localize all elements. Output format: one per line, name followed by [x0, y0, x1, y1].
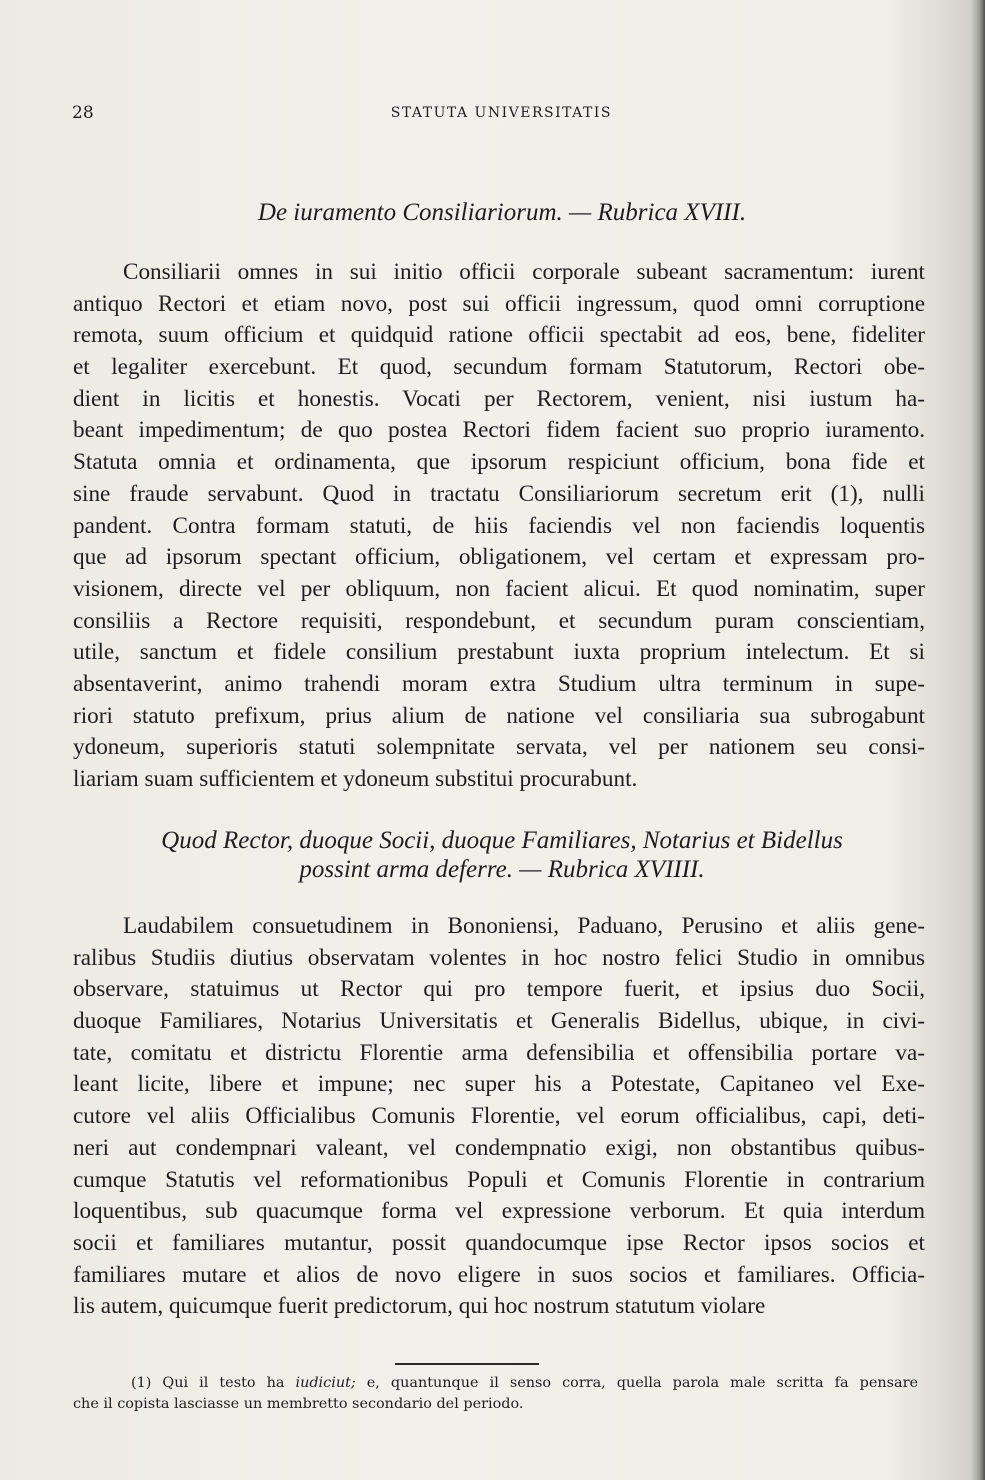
text-line: beant impedimentum; de quo postea Rectori fidem facient suo proprio iuramento.	[73, 417, 925, 444]
text-line: visionem, directe vel per obliquum, non facient alicui. Et quod nominatim, super	[73, 575, 925, 602]
text-line: neri aut condempnari valeant, vel condempnatio exigi, non obstantibus quibus-	[73, 1134, 925, 1161]
running-header	[72, 103, 932, 129]
text-line: leant licite, libere et impune; nec super his a Potestate, Capitaneo vel Exe-	[73, 1071, 925, 1098]
footnote	[73, 1373, 918, 1415]
footnote-line	[73, 1373, 918, 1394]
text-line: Statuta omnia et ordinamenta, que ipsorum respiciunt officium, bona fide et	[73, 449, 925, 476]
text-line: lis autem, quicumque fuerit predictorum, qui hoc nostrum statutum violare	[73, 1293, 766, 1320]
paragraph-consiliarii	[73, 257, 925, 796]
text-line: antiquo Rectori et etiam novo, post sui officii ingressum, quod omni corruptione	[73, 290, 925, 317]
text-line: ydoneum, superioris statuti solempnitate servata, vel per nationem seu consi-	[73, 734, 925, 761]
text-line: absentaverint, animo trahendi moram extra Studium ultra terminum in supe-	[73, 670, 925, 697]
text-line: socii et familiares mutantur, possit quandocumque ipse Rector ipsos socios et	[73, 1229, 925, 1256]
text-line: Laudabilem consuetudinem in Bononiensi, Paduano, Perusino et aliis gene-	[123, 913, 925, 939]
text-line: consiliis a Rectore requisiti, respondebunt, et secundum puram conscientiam,	[73, 607, 925, 634]
text-line: ralibus Studiis diutius observatam volentes in hoc nostro felici Studio in omnibus	[73, 944, 925, 971]
text-line: cutore vel aliis Officialibus Comunis Florentie, vel eorum officialibus, capi, deti-	[73, 1103, 925, 1130]
footnote-text: e, quantunque il senso corra, quella parola male scritta fa pensare	[366, 1375, 918, 1391]
rubric-line: possint arma deferre. — Rubrica XVIIII.	[299, 856, 705, 883]
footnote-marker: (1) Qui il testo ha	[131, 1375, 285, 1391]
footnote-italic-word: iudiciut;	[295, 1375, 356, 1391]
text-line: sine fraude servabunt. Quod in tractatu Consiliariorum secretum erit (1), nulli	[73, 480, 925, 507]
text-line: loquentibus, sub quacumque forma vel expressione verborum. Et quia interdum	[73, 1198, 925, 1225]
rubric-heading-xviiii	[72, 826, 932, 884]
text-line: observare, statuimus ut Rector qui pro tempore fuerit, et ipsius duo Socii,	[73, 976, 925, 1003]
text-line: dient in licitis et honestis. Vocati per Rectorem, venient, nisi iustum ha-	[73, 385, 925, 412]
rubric-line: De iuramento Consiliariorum. — Rubrica XVIII.	[257, 199, 747, 226]
text-line: liariam suam sufficientem et ydoneum substitui procurabunt.	[73, 766, 638, 792]
footnote-divider	[395, 1363, 539, 1365]
text-line: et legaliter exercebunt. Et quod, secundum formam Statutorum, Rectori obe-	[73, 354, 925, 381]
text-line: remota, suum officium et quidquid ratione officii spectabit ad eos, bene, fideliter	[73, 322, 925, 349]
text-line: utile, sanctum et fidele consilium prestabunt iuxta proprium intelectum. Et si	[73, 639, 925, 666]
rubric-heading-xviii	[72, 198, 932, 227]
text-line: riori statuto prefixum, prius alium de natione vel consiliaria sua subrogabunt	[73, 702, 925, 729]
text-line: duoque Familiares, Notarius Universitatis et Generalis Bidellus, ubique, in civi-	[73, 1008, 925, 1035]
book-gutter-shadow	[971, 0, 985, 1480]
text-line: tate, comitatu et districtu Florentie arma defensibilia et offensibilia portare va-	[73, 1039, 925, 1066]
text-line: Consiliarii omnes in sui initio officii corporale subeant sacramentum: iurent	[123, 259, 925, 285]
page-number: 28	[72, 103, 94, 123]
footnote-line: che il copista lasciasse un membretto secondario del periodo.	[73, 1396, 524, 1412]
paragraph-laudabilem	[73, 911, 925, 1323]
text-line: pandent. Contra formam statuti, de hiis faciendis vel non faciendis loquentis	[73, 512, 925, 539]
rubric-line: Quod Rector, duoque Socii, duoque Familiares, Notarius et Bidellus	[161, 827, 843, 854]
text-line: cumque Statutis vel reformationibus Populi et Comunis Florentie in contrarium	[73, 1166, 925, 1193]
text-line: familiares mutare et alios de novo eligere in suos socios et familiares. Officia-	[73, 1261, 925, 1288]
text-line: que ad ipsorum spectant officium, obligationem, vel certam et expressam pro-	[73, 544, 925, 571]
running-title: STATUTA UNIVERSITATIS	[390, 105, 612, 121]
